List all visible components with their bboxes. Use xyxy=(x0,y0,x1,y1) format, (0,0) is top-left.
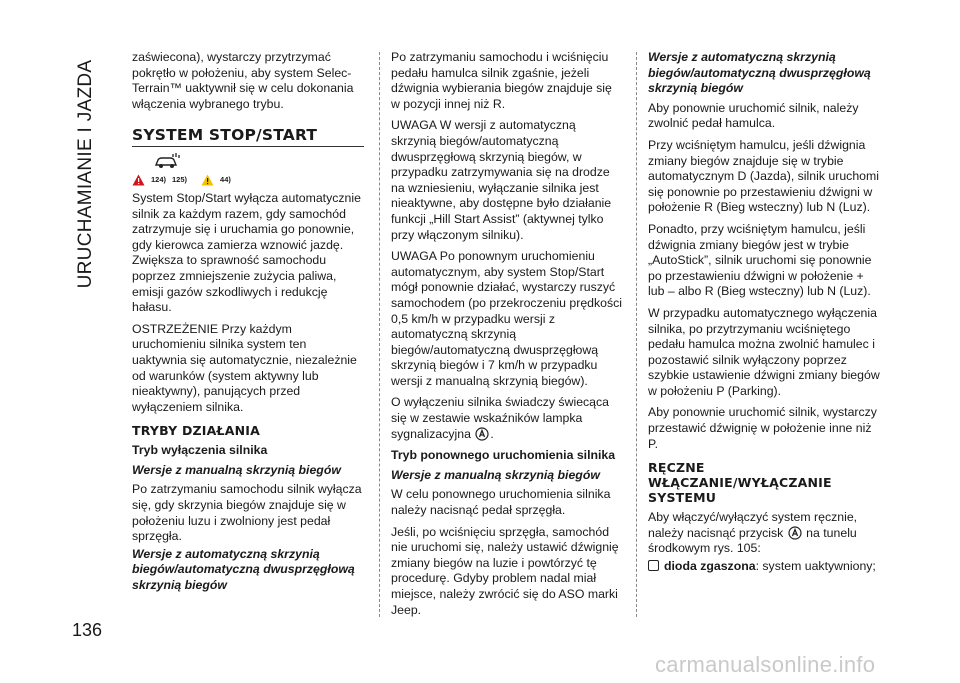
column-3 xyxy=(648,50,880,581)
italic-heading: Wersje z manualną skrzynią biegów xyxy=(132,462,341,477)
paragraph: Jeśli, po wciśnięciu sprzęgła, samochód nie uruchomi się, należy ustawić dźwignię zmiany biegów na luzie i powtórzyć tę procedurę. Gdyby problem nadal miał miejsce, należy zwrócić się do ASO marki Jeep. xyxy=(391,524,619,617)
chapter-title: URUCHAMIANIE I JAZDA xyxy=(75,59,96,289)
paragraph: Ponadto, przy wciśniętym hamulcu, jeśli dźwignia zmiany biegów jest w trybie „AutoStick”, silnik uruchomi się ponownie po przestawieniu dźwigni w położenie + lub – albo R (Bieg wsteczny) lub N (Luz). xyxy=(648,221,872,299)
column-divider xyxy=(636,52,638,617)
page-number: 136 xyxy=(72,620,103,640)
bold-heading: Tryb ponownego uruchomienia silnika xyxy=(391,448,616,463)
stop-start-button-icon xyxy=(788,526,802,540)
paragraph: Po zatrzymaniu samochodu i wciśnięciu pedału hamulca silnik zgaśnie, jeżeli dźwignia wybierania biegów znajduje się w pozycji innej niż R. xyxy=(391,50,612,111)
paragraph: UWAGA Po ponownym uruchomieniu automatycznym, aby system Stop/Start mógł ponownie działać, wystarczy ruszyć samochodem (po przekroczeniu prędkości 0,5 km/h w przypadku wersji z automatyczną skrzynią biegów/automatyczną dwusprzęgłową skrzynią biegów i 7 km/h w przypadku wersji z manualną skrzynią biegów). xyxy=(391,249,623,388)
paragraph: zaświecona), wystarczy przytrzymać pokrętło w położeniu, aby system Selec-Terrain™ uaktywnił się w celu dokonania włączenia wybranego trybu. xyxy=(132,50,354,111)
reference: 44) xyxy=(220,175,231,185)
paragraph: Aby ponownie uruchomić silnik, należy zwolnić pedał hamulca. xyxy=(648,100,859,131)
paragraph-text: O wyłączeniu silnika świadczy świecąca się w zestawie wskaźników lampka sygnalizacyjna xyxy=(391,395,610,441)
paragraph: Zwiększa to sprawność samochodu poprzez zmniejszenie zużycia paliwa, emisji gazów szkodliwych i redukcję hałasu. xyxy=(132,253,337,315)
list-item xyxy=(648,559,880,575)
paragraph: Po zatrzymaniu samochodu silnik wyłącza się, gdy skrzynia biegów znajduje się w położeniu luzu i zwolniony jest pedał sprzęgła. xyxy=(132,482,362,544)
subsection-title: TRYBY DZIAŁANIA xyxy=(132,423,261,439)
section-title: SYSTEM STOP/START xyxy=(132,126,318,145)
column-divider xyxy=(379,52,381,617)
italic-heading: Wersje z automatyczną skrzynią biegów/automatyczną dwusprzęgłową skrzynią biegów xyxy=(648,50,871,96)
paragraph-text: na tunelu środkowym rys. 105: xyxy=(648,525,857,556)
paragraph: System Stop/Start wyłącza automatycznie silnik za każdym razem, gdy samochód zatrzymuje się i uruchamia go ponownie, gdy kierowca zamierza wznowić jazdę. xyxy=(132,190,361,252)
italic-heading: Wersje z manualną skrzynią biegów xyxy=(391,467,600,482)
paragraph: OSTRZEŻENIE Przy każdym uruchomieniu silnika system ten uaktywnia się automatycznie, niezależnie od warunków (system aktywny lub nieaktywny), panujących przed wyłączeniem silnika. xyxy=(132,321,357,414)
bold-heading: Tryb wyłączenia silnika xyxy=(132,443,268,458)
paragraph: UWAGA W wersji z automatyczną skrzynią biegów/automatyczną dwusprzęgłową skrzynią biegów, w przypadku zatrzymywania się na drodze na wzniesieniu, wyłączanie silnika jest nieaktywne, aby dostępne było działanie funkcji „Hill Start Assist” (aktywnej tylko przy włączonym silniku). xyxy=(391,118,612,242)
list-item-text: : system uaktywniony; xyxy=(755,559,876,574)
paragraph: Aby ponownie uruchomić silnik, wystarczy przestawić dźwignię w położenie inne niż P. xyxy=(648,405,877,451)
danger-warning-icon xyxy=(132,174,145,186)
paragraph xyxy=(648,510,880,557)
section-rule xyxy=(132,146,364,147)
reference: 125) xyxy=(172,175,188,185)
paragraph: W celu ponownego uruchomienia silnika należy nacisnąć pedał sprzęgła. xyxy=(391,487,611,518)
warning-refs xyxy=(132,172,364,188)
italic-heading: Wersje z automatyczną skrzynią biegów/automatyczną dwusprzęgłową skrzynią biegów xyxy=(132,546,355,593)
stop-start-indicator-icon xyxy=(475,427,489,441)
paragraph xyxy=(391,395,623,442)
paragraph-text: . xyxy=(490,426,494,441)
list-bullet-icon xyxy=(648,560,659,571)
paragraph-text: Aby włączyć/wyłączyć system ręcznie, należy nacisnąć przycisk xyxy=(648,510,858,540)
paragraph: Przy wciśniętym hamulcu, jeśli dźwignia zmiany biegów znajduje się w trybie automatycznym D (Jazda), silnik uruchomi się ponownie po przestawieniu dźwigni w położenie R (Bieg wsteczny) lub N (Luz). xyxy=(648,137,879,215)
paragraph: W przypadku automatycznego wyłączenia silnika, po przytrzymaniu wciśniętego pedału hamulca można zwolnić hamulec i pozostawić silnik wyłączony poprzez szybkie ustawienie dźwigni zmiany biegów w położeniu P (Parking). xyxy=(648,305,880,398)
reference: 124) xyxy=(151,175,167,185)
caution-warning-icon xyxy=(201,174,214,186)
column-1 xyxy=(132,50,364,598)
subsection-title: RĘCZNE WŁĄCZANIE/WYŁĄCZANIE SYSTEMU xyxy=(648,460,832,506)
column-2 xyxy=(391,50,623,624)
list-item-label: dioda zgaszona xyxy=(664,559,756,574)
car-icon xyxy=(154,153,180,170)
watermark: carmanualsonline.info xyxy=(655,652,876,677)
